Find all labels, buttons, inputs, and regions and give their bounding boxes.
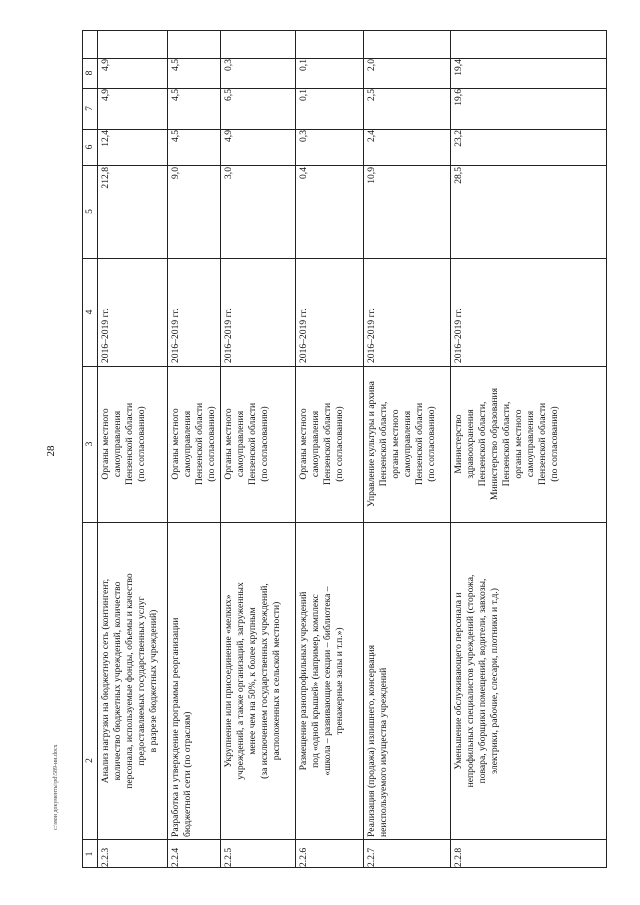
- table-row: [295, 31, 363, 869]
- row-value-6: 4,9: [223, 130, 234, 142]
- page-number: 28: [45, 445, 57, 457]
- col-header-3: 3: [84, 441, 95, 447]
- col-header-7: 7: [84, 106, 95, 111]
- footer-file-path: c:\мои документы\pd\589-ии.docx: [53, 744, 59, 830]
- col-header-5: 5: [84, 209, 95, 214]
- table-row: [450, 31, 606, 869]
- col-header-2: 2: [84, 758, 95, 763]
- row-number: 2.2.4: [170, 847, 181, 867]
- row-value-8: 4,9: [100, 59, 111, 71]
- row-executor: Органы местного самоуправления Пензенской области (по согласованию): [170, 402, 217, 486]
- row-value-6: 2,4: [366, 130, 377, 142]
- row-period: 2016–2019 гг.: [100, 308, 111, 363]
- row-value-5: 28,5: [453, 167, 464, 184]
- row-number: 2.2.3: [100, 847, 111, 867]
- row-value-8: 2,0: [366, 59, 377, 71]
- row-value-8: 19,4: [453, 59, 464, 76]
- row-value-5: 212,8: [100, 167, 111, 189]
- row-period: 2016–2019 гг.: [170, 308, 181, 363]
- col-header-8: 8: [84, 70, 95, 76]
- row-value-5: 0,4: [298, 167, 309, 179]
- row-executor: Управление культуры и архива Пензенской области, органы местного самоуправления Пензенской области (по согласованию): [366, 381, 437, 507]
- row-value-5: 3,0: [223, 167, 234, 179]
- row-value-7: 19,6: [453, 89, 464, 106]
- table-row: [220, 31, 295, 869]
- table-row: [97, 31, 167, 869]
- col-header-6: 6: [84, 144, 95, 150]
- row-value-7: 2,5: [366, 89, 377, 101]
- row-description: Размещение разнопрофильных учреждений под «одной крышей» (например, комплекс «школа – развивающие секции – библиотека – тренажерные залы и т.п.»): [298, 586, 345, 776]
- row-value-8: 4,5: [170, 59, 181, 71]
- row-executor: Органы местного самоуправления Пензенской области (по согласованию): [223, 402, 270, 486]
- row-value-8: 0,1: [298, 59, 309, 71]
- row-number: 2.2.6: [298, 847, 309, 867]
- row-description: Разработка и утверждение программы реорганизации бюджетной сети (по отраслям): [170, 617, 193, 837]
- row-period: 2016–2019 гг.: [453, 308, 464, 363]
- row-number: 2.2.7: [366, 847, 377, 867]
- row-description: Уменьшение обслуживающего персонала и непрофильных специалистов учреждений (сторожа, повара, уборщики помещений, водители, завхозы, электрики, рабочие, слесари, плотники и т.д.): [453, 574, 500, 788]
- row-value-6: 4,5: [170, 130, 181, 142]
- row-period: 2016–2019 гг.: [298, 308, 309, 363]
- row-value-5: 9,0: [170, 167, 181, 179]
- row-value-7: 4,5: [170, 89, 181, 101]
- table-row: [167, 31, 220, 869]
- row-period: 2016–2019 гг.: [366, 308, 377, 363]
- row-executor: Органы местного самоуправления Пензенской области (по согласованию): [100, 402, 147, 486]
- row-executor: Министерство здравоохранения Пензенской области, Министерство образования Пензенской области, органы местного самоуправления Пензенской области (по согласованию): [453, 387, 560, 501]
- table-row: [363, 31, 450, 869]
- row-description: Анализ нагрузки на бюджетную сеть (контингент, количество бюджетных учреждений, количество персонала, используемые фонды, объемы и качество предоставляемых государственных услуг в разрезе бюджетных учреждений): [100, 573, 159, 789]
- row-description: Укрупнение или присоединение «мелких» учреждений, а также организаций, загруженных менее чем на 50%, к более крупным (за исключением государственных учреждений, расположенных в сельской местности): [223, 582, 282, 780]
- col-header-4: 4: [84, 309, 95, 315]
- row-value-8: 0,3: [223, 59, 234, 71]
- row-executor: Органы местного самоуправления Пензенской области (по согласованию): [298, 402, 345, 486]
- row-description: Реализация (продажа) излишнего, консервация неиспользуемого имущества учреждений: [366, 644, 389, 837]
- row-value-6: 12,4: [100, 130, 111, 147]
- row-period: 2016–2019 гг.: [223, 308, 234, 363]
- row-value-7: 4,9: [100, 89, 111, 101]
- data-table: [82, 30, 607, 868]
- row-value-7: 0,1: [298, 89, 309, 101]
- row-value-6: 23,2: [453, 130, 464, 147]
- header-row: [83, 31, 97, 869]
- row-number: 2.2.5: [223, 847, 234, 867]
- row-number: 2.2.8: [453, 847, 464, 867]
- row-value-6: 0,3: [298, 130, 309, 142]
- row-value-5: 10,9: [366, 167, 377, 184]
- row-value-7: 6,5: [223, 89, 234, 101]
- col-header-1: 1: [84, 851, 95, 857]
